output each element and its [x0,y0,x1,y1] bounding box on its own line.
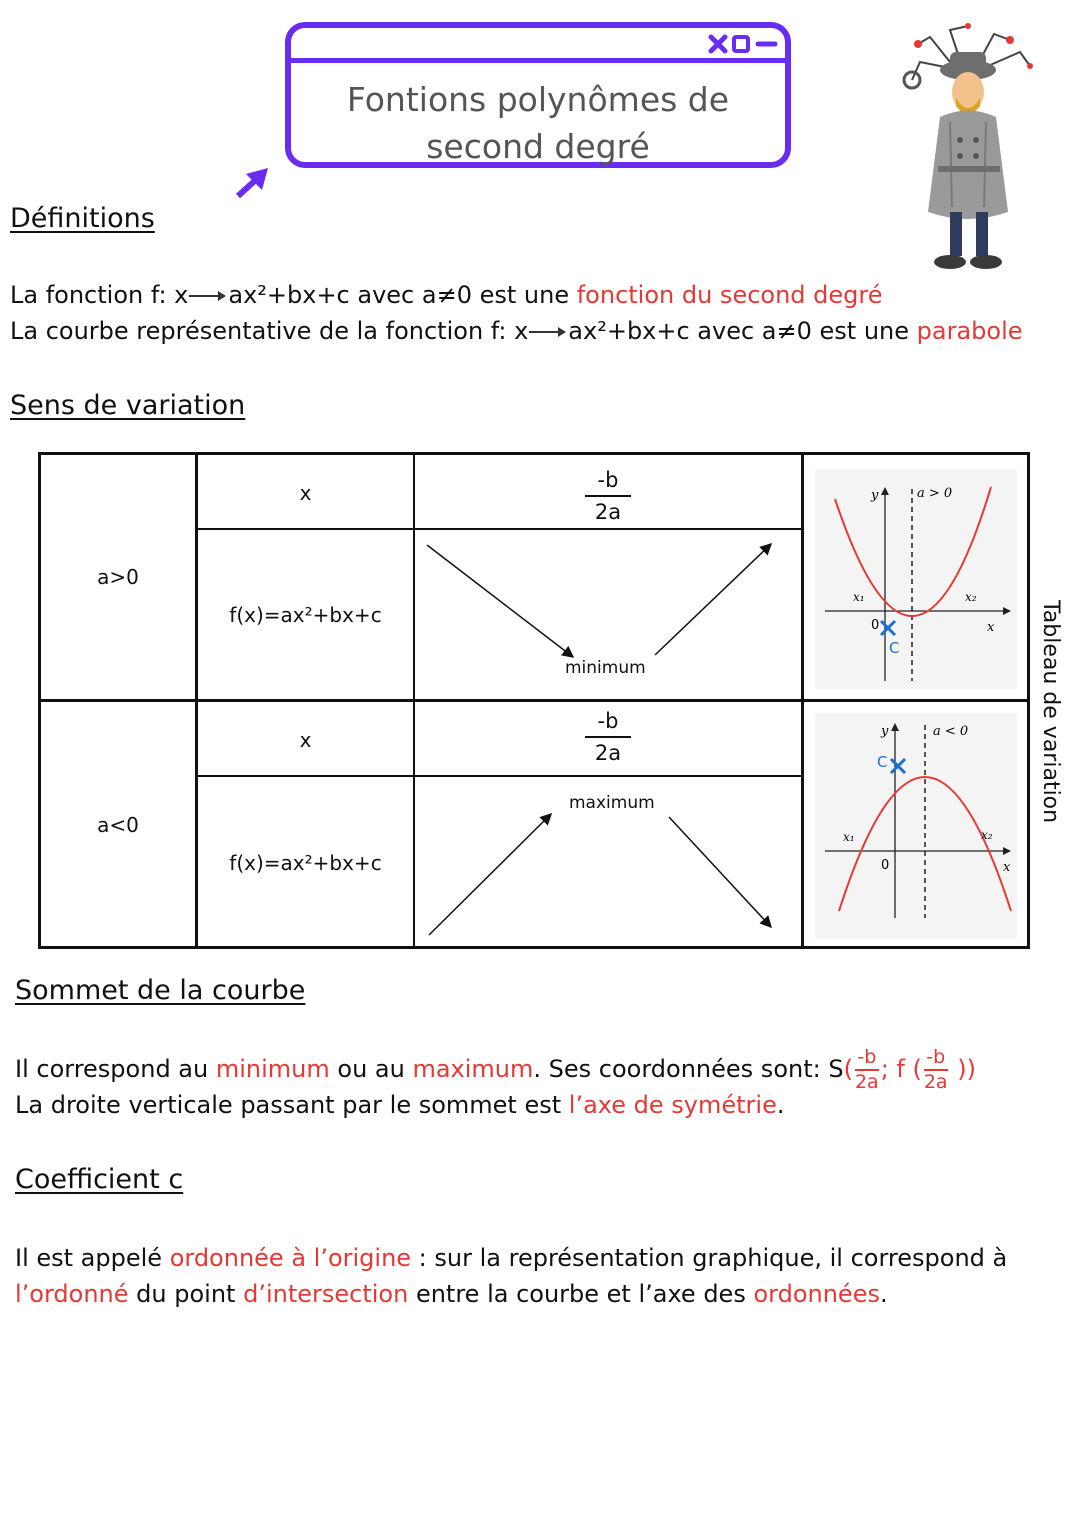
parabola-graph-up [815,469,1017,689]
definition-line-2 [10,317,1023,345]
text-run: Il correspond au [15,1055,216,1083]
c-label: C [889,639,900,657]
extremum-label: maximum [569,793,655,813]
definition-1-prefix: La fonction f: x [10,281,189,309]
text-run: : sur la représentation graphique, il correspond à [411,1244,1008,1272]
highlight-intercept: ordonnée à l’origine [169,1244,412,1272]
definition-line-1 [10,281,883,309]
origin-label: 0 [871,618,880,633]
graph-caption: a > 0 [917,486,953,501]
highlight-ordinate: l’ordonné [15,1280,129,1308]
definition-2-highlight: parabole [916,317,1023,345]
variation-arrows [415,530,801,699]
decreasing-arrow [427,545,573,657]
highlight-maximum: maximum [412,1055,534,1083]
maps-to-arrow-icon [528,325,568,339]
extremum-label: minimum [565,658,646,678]
inline-fraction [924,1048,948,1092]
table-divider [41,699,1027,702]
maximize-icon[interactable] [734,37,748,51]
coefficient-paragraph-2 [15,1280,888,1308]
x-axis-label: x [987,620,995,635]
y-axis-label: y [871,488,879,503]
root-label: x₂ [965,590,977,604]
title-line-1: Fontions polynômes de [346,80,730,119]
heading-coefficient: Coefficient c [15,1164,184,1195]
function-label: f(x)=ax²+bx+c [229,851,382,875]
x-label: x [299,728,312,752]
paren-open: ( [843,1055,853,1083]
detective-illustration [890,22,1050,274]
heading-variation: Sens de variation [10,390,246,421]
fraction-denominator: 2a [923,1070,948,1093]
close-icon[interactable] [711,37,725,51]
fraction-numerator: -b [857,1046,877,1069]
root-label: x₁ [843,830,855,844]
text-run: ou au [329,1055,413,1083]
increasing-arrow [655,544,771,655]
y-axis-label: y [881,724,889,739]
x-label: x [299,481,312,505]
parabola-graph-down [815,713,1017,939]
highlight-minimum: minimum [215,1055,330,1083]
fraction-numerator: -b [926,1046,946,1069]
inline-fraction [855,1048,879,1092]
title-bar [291,58,785,63]
root-label: x₁ [853,590,865,604]
highlight-ordinates: ordonnées [753,1280,880,1308]
fraction-numerator: -b [597,709,619,733]
definition-1-highlight: fonction du second degré [576,281,883,309]
text-run: . Ses coordonnées sont: S [533,1055,844,1083]
root-label: x₂ [981,828,993,842]
text-run: entre la courbe et l’axe des [408,1280,754,1308]
variation-table [38,452,1030,949]
vertex-paragraph-2 [15,1091,784,1119]
separator: ; f ( [880,1055,922,1083]
text-run: . [879,1280,888,1308]
heading-definitions: Définitions [10,203,155,234]
coefficient-paragraph-1 [15,1244,1007,1272]
text-run: . [776,1091,785,1119]
case-label: a<0 [97,813,139,837]
x-axis-label: x [1003,860,1011,875]
fraction-numerator: -b [597,468,619,492]
fraction-denominator: 2a [594,500,622,524]
text-run: La droite verticale passant par le sommet est [15,1091,569,1119]
definition-2-prefix: La courbe représentative de la fonction f: x [10,317,529,345]
pointer-arrow-icon [232,166,272,200]
case-label: a>0 [97,565,139,589]
definition-1-expression: ax²+bx+c avec a≠0 est une [228,281,577,309]
heading-vertex: Sommet de la courbe [15,975,306,1006]
fraction-denominator: 2a [854,1070,879,1093]
definition-2-expression: ax²+bx+c avec a≠0 est une [568,317,917,345]
c-label: C [877,753,888,771]
decreasing-arrow [669,817,771,927]
increasing-arrow [429,814,551,935]
window-controls [703,34,783,56]
vertex-fraction [415,467,801,525]
paren-close: )) [949,1055,976,1083]
highlight-symmetry-axis: l’axe de symétrie [568,1091,777,1119]
graph-caption: a < 0 [933,724,969,739]
maps-to-arrow-icon [188,289,228,303]
vertex-paragraph-1 [15,1046,976,1092]
variation-arrows [415,777,801,947]
fraction-denominator: 2a [594,741,622,765]
text-run: du point [128,1280,244,1308]
title-window [285,22,791,168]
origin-label: 0 [881,858,890,873]
page-title [291,76,785,170]
title-line-2: second degré [426,127,650,166]
highlight-intersection: d’intersection [243,1280,409,1308]
function-label: f(x)=ax²+bx+c [229,603,382,627]
table-side-label: Tableau de variation [1038,600,1063,824]
vertex-fraction [415,708,801,766]
text-run: Il est appelé [15,1244,170,1272]
